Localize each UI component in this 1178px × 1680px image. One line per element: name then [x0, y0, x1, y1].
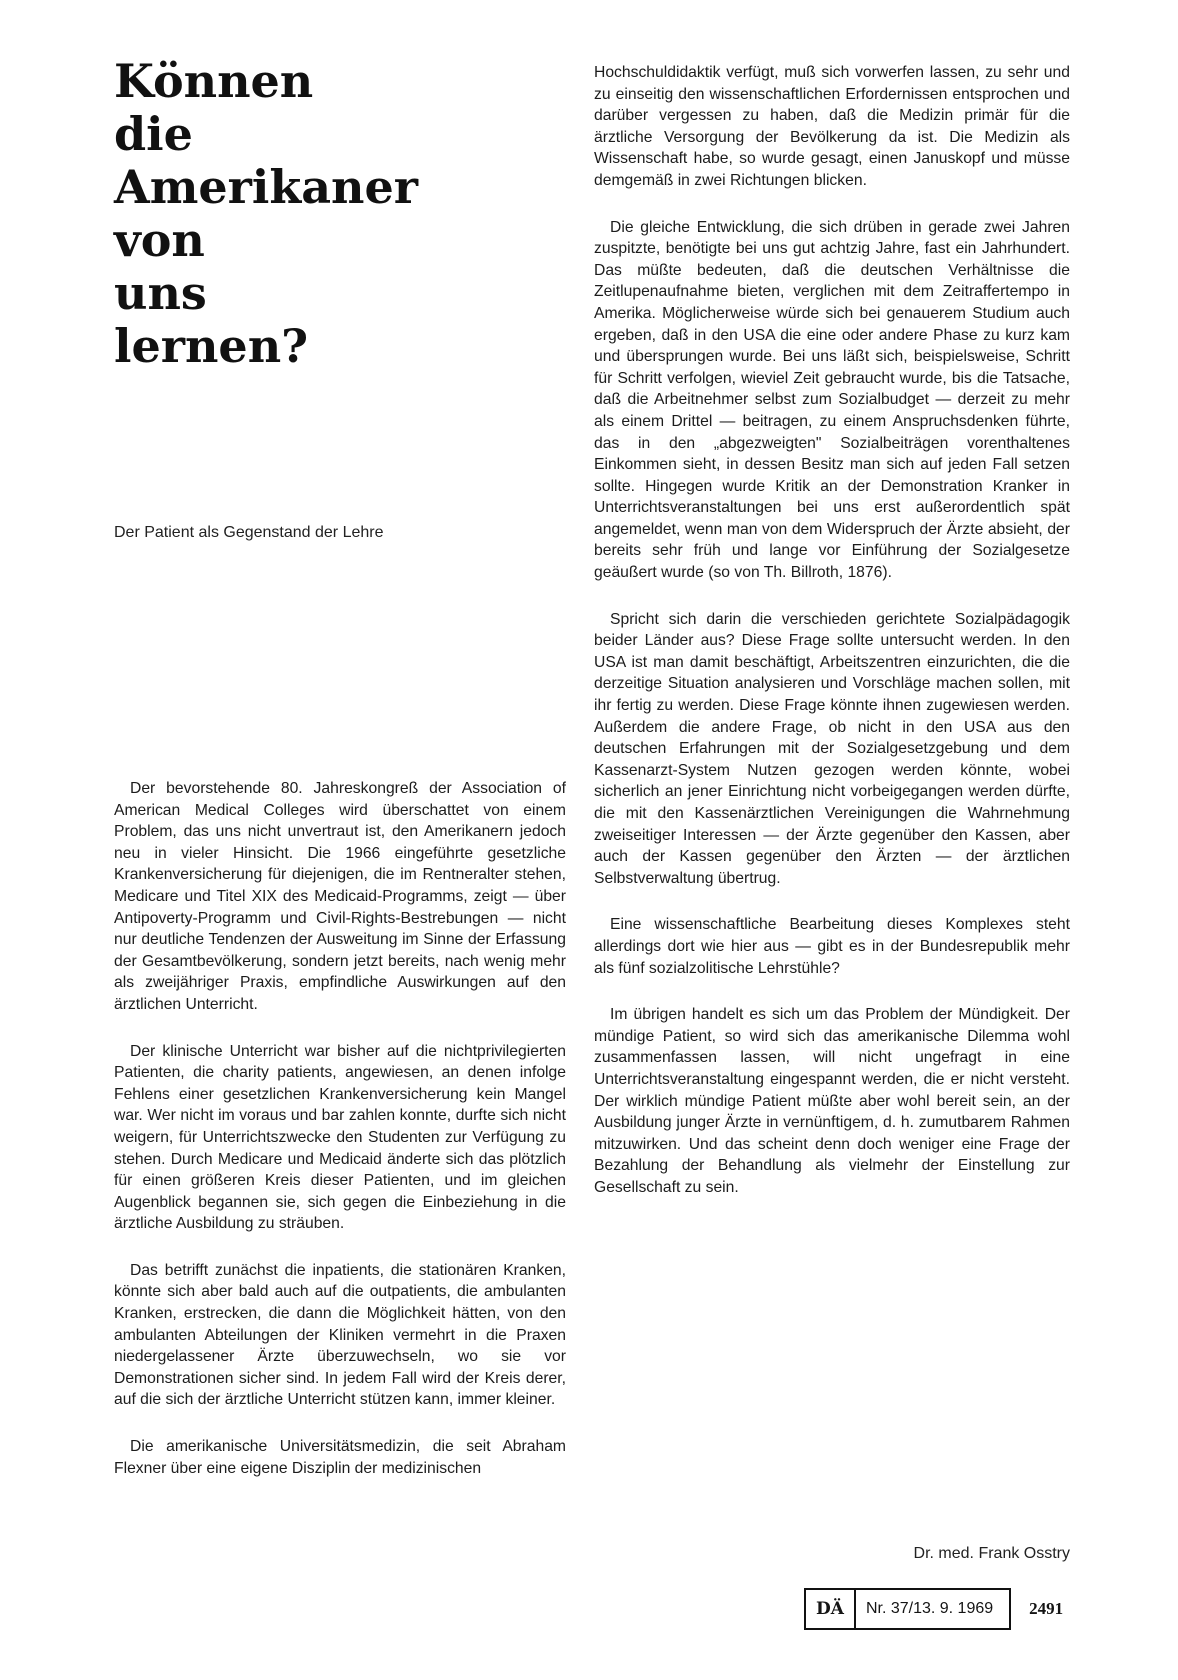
left-column [114, 778, 566, 1504]
headline-line: die [114, 107, 193, 161]
headline-line: lernen? [114, 319, 309, 373]
paragraph: Der klinische Unterricht war bisher auf die nichtprivilegierten Patienten, die charity patients, angewiesen, an denen infolge Fehlens einer gesetzlichen Krankenversicherung kein Mangel war. Wer nicht im voraus und bar zahlen konnte, durfte sich nicht weigern, für Unterrichtszwecke den Studenten zur Verfügung zu stehen. Durch Medicare und Medicaid änderte sich das plötzlich für einen größeren Kreis dieser Patienten, und im gleichen Augenblick begannen sie, sich gegen die Einbeziehung in die ärztliche Ausbildung zu sträuben. [114, 1042, 566, 1233]
headline-line: von [114, 213, 205, 267]
headline-line: Können [114, 54, 314, 108]
headline-line: uns [114, 266, 207, 320]
journal-logo: DÄ [806, 1590, 856, 1628]
headline-line: Amerikaner [114, 160, 418, 214]
paragraph: Die gleiche Entwicklung, die sich drüben in gerade zwei Jahren zuspitzte, benötigte bei uns gut achtzig Jahre, fast ein Jahrhundert. Das müßte bedeuten, daß die deutschen Verhältnisse die Zeitlupenaufnahme bieten, verglichen mit dem Zeitraffertempo in Amerika. Möglicherweise würde sich bei genauerem Studium auch ergeben, daß in den USA die eine oder andere Phase zu kurz kam und übersprungen wurde. Bei uns läßt sich, beispielsweise, Schritt für Schritt verfolgen, wieviel Zeit gebraucht wurde, bis die Tatsache, daß die Arbeitnehmer selbst zum Sozialbudget — derzeit zu mehr als einem Drittel — beitragen, zu einem Anspruchsdenken führte, das in den „abgezweigten" Sozialbeiträgen vorenthaltenes Einkommen sieht, in dessen Besitz man sich auf jeden Fall setzen sollte. Hingegen wurde Kritik an der Demonstration Kranker in Unterrichtsveranstaltungen bei uns erst außerordentlich spät angemeldet, wenn man von dem Widerspruch der Ärzte absieht, der bereits sehr früh und lange vor Einführung der Sozialgesetze geäußert wurde (so von Th. Billroth, 1876). [594, 218, 1070, 582]
issue-box [804, 1588, 1011, 1630]
paragraph: Spricht sich darin die verschieden gerichtete Sozialpädagogik beider Länder aus? Diese Frage sollte untersucht werden. In den USA ist man damit beschäftigt, Arbeitszentren einzurichten, die die derzeitige Situation analysieren und Vorschläge machen sollen, mit ihr fertig zu werden. Diese Frage könnte ihnen zugewiesen werden. Außerdem die andere Frage, ob nicht in den USA aus den deutschen Erfahrungen mit der Sozialgesetzgebung und dem Kassenarzt-System Nutzen gezogen werden könnte, wobei sicherlich an jener Einrichtung nicht vorbeigegangen werden dürfte, die mit den Kassenärztlichen Vereinigungen die Wahrnehmung zweiseitiger Interessen — der Ärzte gegenüber den Kassen, aber auch der Kassen gegenüber den Ärzten — der ärztlichen Selbstverwaltung übertrug. [594, 610, 1070, 887]
paragraph: Die amerikanische Universitätsmedizin, die seit Abraham Flexner über eine eigene Disziplin der medizinischen [114, 1438, 566, 1477]
page-number: 2491 [1029, 1599, 1064, 1618]
author-signature: Dr. med. Frank Osstry [913, 1545, 1070, 1562]
paragraph: Eine wissenschaftliche Bearbeitung dieses Komplexes steht allerdings dort wie hier aus — gibt es in der Bundesrepublik mehr als fünf sozialzolitische Lehrstühle? [594, 916, 1070, 977]
page-footer [804, 1588, 1063, 1630]
headline [114, 55, 454, 373]
subtitle: Der Patient als Gegenstand der Lehre [114, 524, 384, 541]
paragraph: Der bevorstehende 80. Jahreskongreß der Association of American Medical Colleges wird überschattet von einem Problem, das uns nicht unvertraut ist, den Amerikanern jedoch neu in vieler Hinsicht. Die 1966 eingeführte gesetzliche Krankenversicherung für diejenigen, die im Rentneralter stehen, Medicare und Titel XIX des Medicaid-Programms, zeigt — über Antipoverty-Programm und Civil-Rights-Bestrebungen — nicht nur deutliche Tendenzen der Ausweitung im Sinne der Erfassung der Gesamtbevölkerung, sondern jetzt bereits, nach wenig mehr als zweijähriger Praxis, empfindliche Auswirkungen auf den ärztlichen Unterricht. [114, 780, 566, 1013]
issue-reference: Nr. 37/13. 9. 1969 [865, 1600, 994, 1617]
paragraph-continuation: Hochschuldidaktik verfügt, muß sich vorwerfen lassen, zu sehr und zu einseitig den wissenschaftlichen Erfordernissen entsprochen und darüber vergessen zu haben, daß die Medizin primär für die ärztliche Versorgung der Bevölkerung da ist. Die Medizin als Wissenschaft habe, so wurde gesagt, einen Januskopf und müsse demgemäß in zwei Richtungen blicken. [594, 64, 1070, 189]
right-column [594, 62, 1070, 1224]
paragraph: Im übrigen handelt es sich um das Problem der Mündigkeit. Der mündige Patient, so wird sich das amerikanische Dilemma wohl zusammenfassen lassen, will nicht ungefragt in eine Unterrichtsveranstaltung eingespannt werden, die er nicht versteht. Der wirklich mündige Patient müßte aber wohl bereit sein, an der Ausbildung junger Ärzte in vernünftigem, d. h. zumutbarem Rahmen mitzuwirken. Und das scheint denn doch weniger eine Frage der Bezahlung der Behandlung als vielmehr der Einstellung zur Gesellschaft zu sein. [594, 1006, 1070, 1196]
paragraph: Das betrifft zunächst die inpatients, die stationären Kranken, könnte sich aber bald auch auf die outpatients, die ambulanten Kranken, erstrecken, die dann die Möglichkeit hätten, von den ambulanten Abteilungen der Kliniken vermehrt in die Praxen niedergelassener Ärzte überzuwechseln, wo sie vor Demonstrationen sicher sind. In jedem Fall wird der Kreis derer, auf die sich der ärztliche Unterricht stützen kann, immer kleiner. [114, 1261, 566, 1409]
